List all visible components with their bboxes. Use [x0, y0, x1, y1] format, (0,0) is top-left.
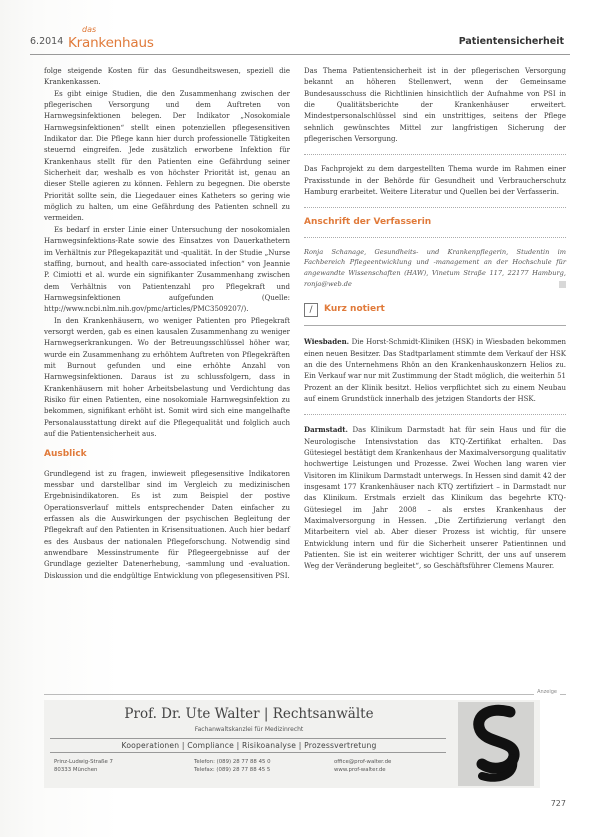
- ad-rule: [50, 738, 446, 739]
- section-heading-ausblick: Ausblick: [44, 449, 87, 460]
- ad-email: office@prof-walter.de: [334, 759, 392, 765]
- paragraph: Das Thema Patientensicherheit ist in der pflegerischen Versorgung bekannt an höheren Stellenwert, wenn der Gemeinsame Bundesausschuss die Richtlinien hinsichtlich der Aufnahme von PSI in die Qualitätsberichte der Krankenhäuser erweitert. Mindestpersonalschlüssel sind ein unstrittiges, seitens der Pflege sehnlich gewünschtes Mittel zur langfristigen Sicherung der pflegerischen Versorgung.: [304, 67, 566, 144]
- ad-address-line: 80333 München: [54, 767, 98, 773]
- issue-number: 6.2014: [30, 36, 64, 47]
- ad-divider: [44, 694, 566, 695]
- ad-phone: [194, 758, 271, 774]
- ad-rule: [50, 752, 446, 753]
- news-item-darmstadt: [304, 424, 566, 572]
- right-column: [304, 66, 566, 573]
- paragraph-symbol-logo-icon: [458, 702, 534, 786]
- news-place: Darmstadt.: [304, 425, 348, 435]
- section-title: Patientensicherheit: [458, 36, 564, 47]
- paragraph: In den Krankenhäusern, wo weniger Patienten pro Pflegekraft versorgt werden, gab es einen kausalen Zusammenhang zu weniger Harnwegserkrankungen. Wo der Betreuungsschlüssel höher war, wurde ein Zusammenhang zu erhöhtem Auftreten von Pflegekräften mit Burnout gefunden und eine erhöhte Anzahl von Harnwegsinfektionen. Daraus ist zu schlussfolgern, dass in Krankenhäusern mit hoher Arbeitsbelastung und Verdichtung das Risiko für einen Patienten, eine nosokomiale Harnwegsinfektion zu bekommen, signifikant erhöht ist. Somit wird sich eine mangelhafte Personalausstattung direkt auf die Pflegequalität und folglich auch auf die Patientensicherheit aus.: [44, 316, 290, 438]
- news-text: Das Klinikum Darmstadt hat für sein Haus und für die Neurologische Intensivstation das KTQ-Zertifikat erhalten. Das Gütesiegel bestätigt dem Krankenhaus der Maximalversorgung qualitativ hochwertige Leistungen und Prozesse. Zwei Wochen lang waren vier Visitoren im Klinikum Darmstadt unterwegs. In Hessen sind damit 42 der insgesamt 177 Krankenhäuser nach KTQ zertifiziert – in Darmstadt nur das Klinikum. Erstmals erzielt das Klinikum das begehrte KTQ-Gütesiegel im Jahr 2008 – als erstes Krankenhaus der Maximalversorgung in Hessen. „Die Zertifizierung verlangt den Mitarbeitern viel ab. Aber dieser Prozess ist wichtig, für unsere Entwicklung intern und für die Sicherheit unserer Patientinnen und Patienten. Sie ist ein weiterer wichtiger Schritt, der uns auf unserem Weg der Veränderung begleitet“, so Geschäftsführer Clemens Maurer.: [304, 426, 566, 571]
- paragraph: Grundlegend ist zu fragen, inwieweit pflegesensitive Indikatoren messbar und darstellbar sind im Vergleich zu medizinischen Ergebnisindikatoren. Es ist zum Beispiel der postive Operationsverlauf mittels entsprechender Daten einfacher zu erfassen als die Auswirkungen der psychischen Begleitung der Pflegekraft auf den Patienten in Krisensituationen. Auch hier bedarf es des Ausbaus der nationalen Pflegeforschung. Notwendig sind anwendbare Messinstrumente für Pflegeergebnisse auf der Grundlage gezielter Datenerhebung, -sammlung und -evaluation. Diskussion und die endgültige Entwicklung von pflegesensitiven PSI.: [44, 469, 290, 580]
- ad-address-line: Prinz-Ludwig-Straße 7: [54, 759, 113, 765]
- logo-main-text: Krankenhaus: [68, 35, 154, 51]
- news-text: Die Horst-Schmidt-Kliniken (HSK) in Wiesbaden bekommen einen neuen Besitzer. Das Stadtparlament stimmte dem Verkauf der HSK an die des Unternehmens Rhön an den Krankenhauskonzern Helios zu. Ein Verkauf war nur mit Zustimmung der Stadt möglich, die weiterhin 51 Prozent an der Klinik besitzt. Helios verpflichtet sich zu einem Neubau auf einem Grundstück innerhalb des jetzigen Standorts der HSK.: [304, 338, 566, 403]
- ad-web: [334, 758, 391, 774]
- magazine-logo: [68, 26, 154, 51]
- kurz-notiert-header: [304, 303, 566, 317]
- kurz-divider: [304, 325, 566, 326]
- ad-website: www.prof-walter.de: [334, 767, 386, 773]
- end-square-icon: [559, 281, 566, 288]
- ad-address: [54, 758, 113, 774]
- ad-fax-line: Telefax: (089) 28 77 88 45 5: [194, 767, 271, 773]
- ad-subtitle: Fachanwaltskanzlei für Medizinrecht: [194, 726, 304, 733]
- paragraph: Das Fachprojekt zu dem dargestellten Thema wurde im Rahmen einer Praxisstunde in der Behörde für Gesundheit und Verbraucherschutz Hamburg erarbeitet. Weitere Literatur und Quellen bei der Verfasserin.: [304, 165, 566, 197]
- news-item-wiesbaden: [304, 336, 566, 405]
- logo-small-text: das: [82, 25, 97, 34]
- page-number: 727: [550, 799, 566, 808]
- kurz-notiert-title: Kurz notiert: [324, 304, 385, 315]
- header-divider: [30, 54, 570, 55]
- dotted-divider: [304, 207, 566, 208]
- ad-phone-line: Telefon: (089) 28 77 88 45 0: [194, 759, 271, 765]
- law-firm-advertisement: [44, 700, 540, 788]
- ad-firm-name: Prof. Dr. Ute Walter | Rechtsanwälte: [124, 706, 374, 722]
- dotted-divider: [304, 414, 566, 415]
- left-column: [44, 66, 290, 582]
- paragraph: folge steigende Kosten für das Gesundheitswesen, speziell die Krankenkassen.: [44, 67, 290, 87]
- ad-tag: Anzeige: [534, 689, 560, 695]
- dotted-divider: [304, 237, 566, 238]
- paragraph: Es bedarf in erster Linie einer Untersuchung der nosokomialen Harnwegsinfektions-Rate sowie des Einsatzes von Dauerkathetern im Verhältnis zur Pflegekapazität und -qualität. In der Studie „Nurse staffing, burnout, and health care-associated infection“ von Jeannie P. Cimiotti et al. wurde ein signifikanter Zusammenhang zwischen dem Verhältnis von Patientenzahl pro Pflegekraft und Harnwegsinfektionen aufgefunden (Quelle: http://www.ncbi.nlm.nih.gov/pmc/articles/PMC3509207/).: [44, 225, 290, 314]
- paragraph: Es gibt einige Studien, die den Zusammenhang zwischen der pflegerischen Versorgung und dem Auftreten von Harnwegsinfektionen belegen. Der Indikator „Nosokomiale Harnwegsinfektionen“ stellt einen potenziellen pflegesensitiven Indikator dar. Die Pflege kann hier durch professionelle Tätigkeiten steuernd eingreifen. Jede zusätzlich erworbene Infektion für Krankenhaus stellt für den Patienten eine Gefährdung seiner Sicherheit dar, weshalb es von höchster Priorität ist, genau an dieser Stelle agieren zu können. Fehlern zu begegnen. Die oberste Priorität sollte sein, die Liegedauer eines Katheters so gering wie möglich zu halten, um eine Gefährdung des Patienten schnell zu vermeiden.: [44, 89, 290, 223]
- author-address: [304, 247, 566, 289]
- ad-services: Kooperationen | Compliance | Risikoanalyse | Prozessvertretung: [121, 741, 377, 750]
- author-text: Ronja Schanage, Gesundheits- und Krankenpflegerin, Studentin im Fachbereich Pflegeentwicklung und -management an der Hochschule für angewandte Wissenschaften (HAW), Vinetum Straße 117, 22177 Hamburg, ronja@web.de: [304, 247, 566, 288]
- pencil-icon: /: [304, 303, 318, 317]
- section-heading-author: Anschrift der Verfasserin: [304, 217, 432, 228]
- dotted-divider: [304, 154, 566, 155]
- news-place: Wiesbaden.: [304, 337, 350, 347]
